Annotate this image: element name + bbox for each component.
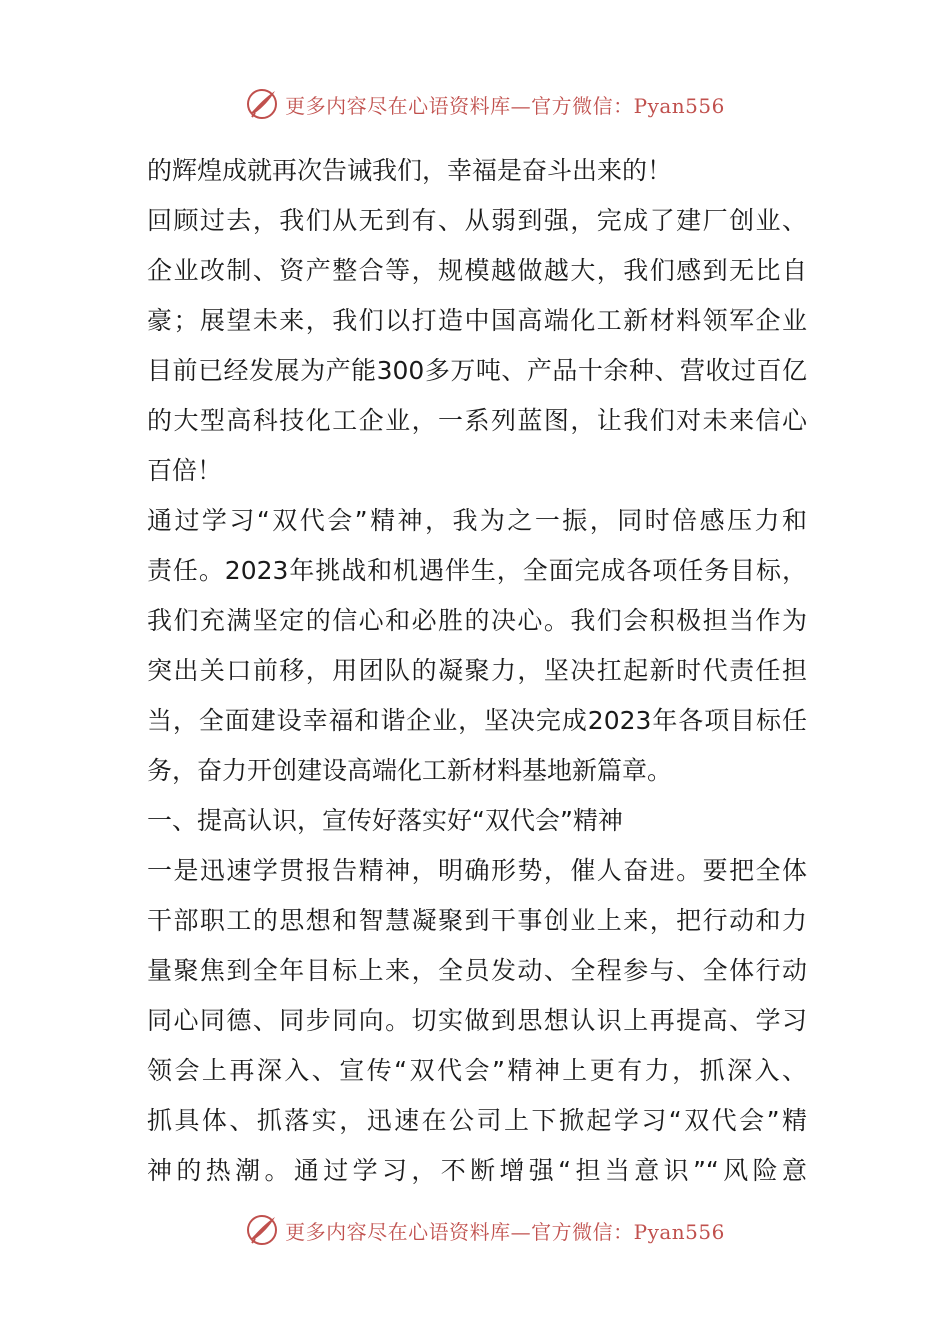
text-line: 干部职工的思想和智慧凝聚到干事创业上来，把行动和力 [147, 906, 807, 935]
header-banner [0, 84, 950, 124]
text-line: 突出关口前移，用团队的凝聚力，坚决扛起新时代责任担 [147, 656, 807, 685]
text-line: 通过学习“双代会”精神，我为之一振，同时倍感压力和 [147, 506, 807, 535]
text-line: 责任。2023年挑战和机遇伴生，全面完成各项任务目标， [147, 556, 807, 585]
footer-banner [0, 1210, 950, 1250]
text-line: 企业改制、资产整合等，规模越做越大，我们感到无比自 [147, 256, 807, 285]
quill-pen-circle-logo-icon [245, 87, 279, 121]
text-line: 同心同德、同步同向。切实做到思想认识上再提高、学习 [147, 1006, 807, 1035]
text-line: 回顾过去，我们从无到有、从弱到强，完成了建厂创业、 [147, 206, 807, 235]
section-heading: 一、提高认识，宣传好落实好“双代会”精神 [147, 806, 623, 835]
text-line: 的辉煌成就再次告诫我们，幸福是奋斗出来的！ [147, 156, 673, 185]
text-line: 当，全面建设幸福和谐企业，坚决完成2023年各项目标任 [147, 706, 807, 735]
text-line: 量聚焦到全年目标上来，全员发动、全程参与、全体行动 [147, 956, 807, 985]
text-line: 百倍！ [147, 456, 223, 485]
quill-pen-circle-logo-icon [245, 1213, 279, 1247]
text-line: 目前已经发展为产能300多万吨、产品十余种、营收过百亿 [147, 356, 807, 385]
footer-banner-text: 更多内容尽在心语资料库—官方微信：Pyan556 [285, 1219, 725, 1244]
text-line: 神的热潮。通过学习，不断增强“担当意识”“风险意 [147, 1156, 807, 1185]
text-line: 的大型高科技化工企业，一系列蓝图，让我们对未来信心 [147, 406, 807, 435]
text-line: 领会上再深入、宣传“双代会”精神上更有力，抓深入、 [147, 1056, 807, 1085]
text-line: 我们充满坚定的信心和必胜的决心。我们会积极担当作为 [147, 606, 807, 635]
text-line: 豪；展望未来，我们以打造中国高端化工新材料领军企业 [147, 306, 807, 335]
text-line: 一是迅速学贯报告精神，明确形势，催人奋进。要把全体 [147, 856, 807, 885]
header-banner-text: 更多内容尽在心语资料库—官方微信：Pyan556 [285, 93, 725, 118]
document-body [147, 150, 807, 1200]
text-line: 抓具体、抓落实，迅速在公司上下掀起学习“双代会”精 [147, 1106, 807, 1135]
text-line: 务，奋力开创建设高端化工新材料基地新篇章。 [147, 756, 673, 785]
